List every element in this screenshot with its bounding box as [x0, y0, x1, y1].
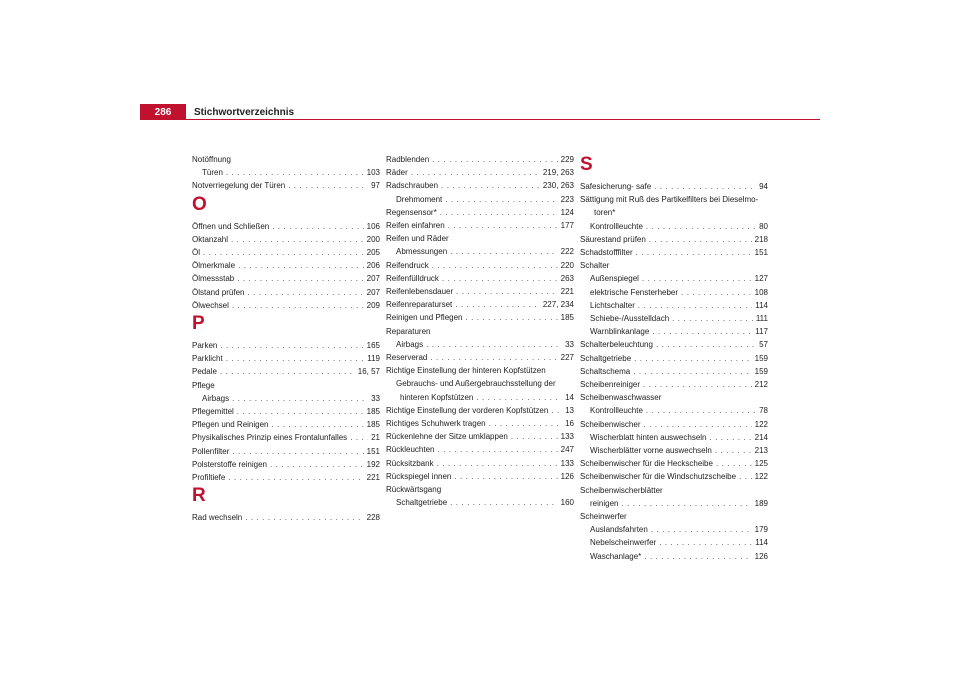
dot-leader: [659, 536, 752, 549]
index-entry-page: 16: [565, 419, 574, 429]
index-entry-term: Parklicht: [192, 354, 223, 364]
index-entry: [580, 272, 768, 285]
index-entry-page: 207: [366, 287, 380, 297]
dot-leader: [511, 430, 558, 443]
index-entry-page: 228: [366, 513, 380, 523]
index-heading: Notöffnung: [192, 155, 231, 164]
index-heading: Scheinwerfer: [580, 512, 627, 522]
dot-leader: [272, 220, 363, 233]
index-entry-page: 213: [754, 446, 768, 456]
dot-leader: [437, 443, 557, 456]
index-entry-term: Wischerblatt hinten auswechseln: [590, 432, 707, 442]
index-entry-page: 159: [754, 353, 768, 363]
index-entry: [386, 404, 574, 417]
dot-leader: [440, 206, 558, 219]
index-entry-page: 78: [759, 406, 768, 416]
index-column-3: [580, 153, 768, 563]
index-entry-term: Profiltiefe: [192, 473, 226, 483]
index-entry-page: 133: [560, 458, 574, 468]
index-entry-page: 126: [560, 471, 574, 481]
page-header: [140, 104, 294, 120]
index-heading: Reifen und Räder: [386, 234, 449, 244]
dot-leader: [430, 351, 557, 364]
dot-leader: [237, 405, 364, 418]
index-entry: [386, 298, 574, 311]
index-entry-term: Abmessungen: [396, 247, 448, 257]
index-entry: [580, 418, 768, 431]
index-entry-term: Scheibenwischer für die Heckscheibe: [580, 459, 713, 469]
index-entry-page: 223: [560, 194, 574, 204]
index-entry-term: Schiebe-/Ausstelldach: [590, 314, 670, 324]
dot-leader: [654, 180, 756, 193]
index-entry-term: reinigen: [590, 498, 619, 508]
index-entry-term: Nebelscheinwerfer: [590, 538, 657, 548]
index-entry-term: Oktanzahl: [192, 234, 229, 244]
index-entry-term: Reifenreparaturset: [386, 300, 453, 310]
index-entry-page: 221: [560, 287, 574, 297]
index-entry-page: 117: [755, 327, 768, 337]
index-entry-term: Schaltgetriebe: [580, 353, 632, 363]
index-entry: [386, 470, 574, 483]
dot-leader: [476, 391, 562, 404]
index-entry: [386, 391, 574, 404]
index-entry: [192, 392, 380, 405]
index-entry: [580, 338, 768, 351]
index-entry: [580, 325, 768, 338]
index-entry-page: 119: [367, 354, 380, 364]
index-entry: [192, 259, 380, 272]
index-entry: [580, 352, 768, 365]
index-entry: [580, 457, 768, 470]
index-entry-term: Lichtschalter: [590, 300, 635, 310]
section-letter: S: [580, 154, 593, 175]
index-heading: Sättigung mit Ruß des Partikelfilters bei Dieselmo-: [580, 195, 759, 205]
index-entry-page: 221: [366, 473, 380, 483]
index-entry-page: 229: [560, 155, 574, 164]
index-entry-page: 114: [755, 538, 768, 548]
index-entry: [386, 338, 574, 351]
dot-leader: [232, 299, 364, 312]
index-entry-page: 94: [759, 182, 768, 191]
index-entry: [580, 404, 768, 417]
index-entry-page: 33: [565, 339, 574, 349]
index-entry-term: Türen: [202, 168, 223, 178]
index-entry: [580, 246, 768, 259]
index-entry: [192, 365, 380, 378]
dot-leader: [621, 497, 751, 510]
dot-leader: [232, 392, 368, 405]
dot-leader: [226, 166, 364, 179]
index-entry-term: Parken: [192, 341, 218, 351]
index-entry-term: Rückspiegel innen: [386, 471, 452, 481]
index-entry-term: Öffnen und Schließen: [192, 221, 270, 231]
index-entry: [192, 511, 380, 524]
index-entry-page: 80: [759, 221, 768, 231]
index-entry: [580, 180, 768, 193]
dot-leader: [466, 311, 558, 324]
index-entry-page: 57: [759, 340, 768, 350]
index-entry-page: 97: [371, 181, 380, 191]
index-entry-term: Waschanlage*: [590, 551, 642, 561]
index-entry: [580, 378, 768, 391]
index-entry-page: 33: [371, 393, 380, 403]
dot-leader: [237, 272, 363, 285]
dot-leader: [651, 523, 752, 536]
index-entry-term: Regensensor*: [386, 207, 437, 217]
index-entry-page: 185: [366, 420, 380, 430]
index-entry-term: Pflegemittel: [192, 407, 234, 417]
dot-leader: [633, 365, 751, 378]
dot-leader: [272, 418, 364, 431]
index-entry-page: 16, 57: [357, 367, 380, 377]
index-entry-term: Scheibenreiniger: [580, 380, 641, 390]
index-entry: [580, 312, 768, 325]
index-column-1: [192, 153, 380, 524]
index-entry: [192, 458, 380, 471]
index-entry-page: 160: [560, 498, 574, 508]
index-entry: [192, 299, 380, 312]
index-entry-page: 124: [560, 207, 574, 217]
index-entry-page: 263: [560, 273, 574, 283]
index-entry-page: 114: [755, 300, 768, 310]
index-entry-term: Ölmessstab: [192, 274, 235, 284]
dot-leader: [203, 246, 364, 259]
index-entry-page: 192: [366, 459, 380, 469]
index-entry-term: Kontrollleuchte: [590, 406, 643, 416]
index-entry: [192, 179, 380, 192]
dot-leader: [649, 233, 752, 246]
index-entry: [580, 299, 768, 312]
index-entry: [386, 153, 574, 166]
index-entry-term: Radblenden: [386, 155, 430, 164]
index-entry-page: 247: [560, 445, 574, 455]
index-entry-term: Radschrauben: [386, 181, 439, 191]
index-entry: [386, 245, 574, 258]
index-entry-term: Schaltgetriebe: [396, 498, 448, 508]
index-entry-page: 108: [754, 287, 768, 297]
index-entry-term: Scheibenwischer für die Windschutzscheibe: [580, 472, 737, 482]
index-entry: [386, 179, 574, 192]
index-entry: [580, 286, 768, 299]
index-entry-page: 111: [755, 314, 768, 324]
index-entry-page: 103: [366, 168, 380, 178]
dot-leader: [245, 511, 363, 524]
dot-leader: [454, 470, 557, 483]
index-entry-term: Pollenfilter: [192, 446, 230, 456]
dot-leader: [634, 352, 751, 365]
index-entry: [386, 417, 574, 430]
index-heading: Reparaturen: [386, 326, 431, 336]
index-entry-term: Reserverad: [386, 353, 428, 363]
index-entry-page: 214: [754, 432, 768, 442]
dot-leader: [710, 431, 752, 444]
index-entry-term: Airbags: [202, 393, 230, 403]
index-heading: toren*: [594, 208, 616, 218]
index-entry: [386, 193, 574, 206]
section-letter: R: [192, 485, 206, 507]
index-entry-term: Räder: [386, 168, 408, 178]
index-entry: [580, 365, 768, 378]
dot-leader: [716, 457, 752, 470]
index-entry: [580, 431, 768, 444]
index-entry-term: Reifen einfahren: [386, 221, 445, 231]
index-entry-page: 177: [560, 221, 574, 231]
index-entry-page: 106: [366, 221, 380, 231]
dot-leader: [636, 246, 752, 259]
index-heading: Richtige Einstellung der hinteren Kopfstützen: [386, 366, 546, 376]
section-letter: O: [192, 193, 207, 215]
dot-leader: [288, 179, 368, 192]
dot-leader: [411, 166, 540, 179]
index-entry: [580, 523, 768, 536]
index-entry-page: 151: [754, 248, 768, 258]
index-entry: [580, 444, 768, 457]
index-heading: Scheibenwaschwasser: [580, 393, 662, 403]
dot-leader: [231, 233, 364, 246]
index-entry: [386, 311, 574, 324]
dot-leader: [442, 272, 558, 285]
index-entry: [386, 259, 574, 272]
dot-leader: [232, 445, 363, 458]
index-entry: [386, 430, 574, 443]
index-entry-term: Rücksitzbank: [386, 458, 434, 468]
index-entry-term: Notverriegelung der Türen: [192, 181, 286, 191]
index-entry: [386, 219, 574, 232]
index-entry-term: Ölstand prüfen: [192, 287, 245, 297]
index-entry: [192, 272, 380, 285]
index-entry-page: 219, 263: [542, 168, 574, 178]
dot-leader: [643, 418, 751, 431]
index-entry-page: 185: [366, 407, 380, 417]
index-entry: [386, 272, 574, 285]
index-entry: [192, 246, 380, 259]
index-entry-page: 220: [560, 260, 574, 270]
index-entry-page: 122: [754, 419, 768, 429]
index-entry: [580, 497, 768, 510]
index-entry-page: 207: [366, 274, 380, 284]
dot-leader: [672, 312, 753, 325]
dot-leader: [441, 179, 540, 192]
index-entry-page: 200: [366, 234, 380, 244]
index-heading: Gebrauchs- und Außergebrauchsstellung der: [396, 379, 556, 389]
index-entry: [386, 166, 574, 179]
index-entry-page: 165: [366, 341, 380, 351]
index-entry: [580, 550, 768, 563]
index-entry-term: Scheibenwischer: [580, 419, 641, 429]
header-rule: [140, 119, 820, 120]
index-entry-term: Außenspiegel: [590, 274, 639, 284]
dot-leader: [238, 259, 364, 272]
index-entry-page: 230, 263: [542, 181, 574, 191]
index-entry: [580, 233, 768, 246]
dot-leader: [450, 245, 557, 258]
index-entry-term: Drehmoment: [396, 194, 443, 204]
index-entry: [192, 405, 380, 418]
index-entry-term: Öl: [192, 248, 200, 258]
index-entry-term: Rückenlehne der Sitze umklappen: [386, 432, 508, 442]
dot-leader: [247, 286, 363, 299]
index-entry: [386, 443, 574, 456]
index-entry-page: 206: [366, 261, 380, 271]
dot-leader: [642, 272, 752, 285]
dot-leader: [448, 219, 558, 232]
index-entry: [192, 233, 380, 246]
index-entry: [192, 352, 380, 365]
index-entry-term: Schadstofffilter: [580, 248, 633, 258]
index-entry-term: hinteren Kopfstützen: [400, 392, 474, 402]
index-entry: [386, 285, 574, 298]
index-entry-page: 126: [754, 551, 768, 561]
index-entry: [192, 220, 380, 233]
index-entry-page: 222: [560, 247, 574, 257]
index-entry-term: Rückleuchten: [386, 445, 435, 455]
index-entry: [192, 431, 380, 444]
index-entry-term: Schalterbeleuchtung: [580, 340, 653, 350]
index-entry-page: 13: [565, 405, 574, 415]
index-entry-term: Reifenfülldruck: [386, 273, 439, 283]
index-heading: Pflege: [192, 380, 215, 390]
dot-leader: [638, 299, 752, 312]
index-entry-page: 189: [754, 498, 768, 508]
dot-leader: [644, 550, 751, 563]
dot-leader: [437, 457, 558, 470]
index-entry-term: Richtiges Schuhwerk tragen: [386, 419, 486, 429]
index-entry-term: Safesicherung- safe: [580, 182, 652, 191]
index-entry-page: 205: [366, 248, 380, 258]
dot-leader: [450, 496, 557, 509]
index-entry-term: Polsterstoffe reinigen: [192, 459, 268, 469]
index-entry-page: 227: [560, 353, 574, 363]
index-entry-page: 212: [754, 380, 768, 390]
dot-leader: [445, 193, 557, 206]
page-number: 286: [140, 104, 186, 120]
dot-leader: [715, 444, 752, 457]
index-heading: Rückwärtsgang: [386, 485, 442, 495]
index-entry-term: Pedale: [192, 367, 217, 377]
index-entry-page: 209: [366, 300, 380, 310]
index-entry: [192, 339, 380, 352]
dot-leader: [551, 404, 562, 417]
index-entry-term: Schaltschema: [580, 366, 631, 376]
dot-leader: [426, 338, 562, 351]
index-entry-page: 21: [371, 433, 380, 443]
index-entry-term: Ölmerkmale: [192, 261, 236, 271]
index-entry: [192, 418, 380, 431]
section-letter: P: [192, 313, 205, 335]
index-entry-page: 179: [754, 525, 768, 535]
index-entry-term: Auslandsfahrten: [590, 525, 648, 535]
index-entry-term: Ölwechsel: [192, 300, 229, 310]
index-entry-page: 185: [560, 313, 574, 323]
dot-leader: [652, 325, 752, 338]
dot-leader: [350, 431, 368, 444]
dot-leader: [646, 404, 756, 417]
index-entry-term: Pflegen und Reinigen: [192, 420, 269, 430]
index-entry-term: Airbags: [396, 339, 424, 349]
index-entry: [386, 351, 574, 364]
index-entry-page: 133: [560, 432, 574, 442]
index-entry: [386, 496, 574, 509]
index-entry-term: Reinigen und Pflegen: [386, 313, 463, 323]
index-entry-page: 218: [754, 234, 768, 244]
dot-leader: [270, 458, 364, 471]
index-entry-page: 122: [754, 472, 768, 482]
index-entry-page: 125: [754, 459, 768, 469]
index-entry: [192, 445, 380, 458]
index-entry-term: Physikalisches Prinzip eines Frontalunfalles: [192, 433, 348, 443]
dot-leader: [455, 298, 540, 311]
dot-leader: [646, 220, 756, 233]
index-entry-term: Kontrollleuchte: [590, 221, 643, 231]
dot-leader: [432, 259, 558, 272]
index-heading: Scheibenwischerblätter: [580, 485, 663, 495]
index-entry-page: 227, 234: [542, 300, 574, 310]
dot-leader: [228, 471, 363, 484]
index-entry: [192, 286, 380, 299]
index-column-2: [386, 153, 574, 509]
index-entry: [580, 220, 768, 233]
index-entry-term: Reifendruck: [386, 260, 429, 270]
index-entry: [386, 457, 574, 470]
dot-leader: [220, 339, 363, 352]
index-entry-term: Richtige Einstellung der vorderen Kopfstützen: [386, 405, 549, 415]
index-entry-term: Warnblinkanlage: [590, 327, 650, 337]
index-entry-term: Reifenlebensdauer: [386, 287, 454, 297]
dot-leader: [220, 365, 355, 378]
index-entry: [580, 470, 768, 483]
index-entry-term: Rad wechseln: [192, 513, 243, 523]
index-entry-page: 14: [565, 392, 574, 402]
index-entry: [386, 206, 574, 219]
index-entry-page: 127: [754, 274, 768, 284]
index-entry-page: 151: [366, 446, 380, 456]
dot-leader: [226, 352, 365, 365]
dot-leader: [739, 470, 752, 483]
index-heading: Schalter: [580, 261, 610, 271]
index-entry-page: 159: [754, 366, 768, 376]
index-entry-term: Wischerblätter vorne auswechseln: [590, 446, 712, 456]
dot-leader: [643, 378, 752, 391]
dot-leader: [432, 153, 557, 166]
dot-leader: [456, 285, 557, 298]
dot-leader: [681, 286, 752, 299]
index-entry: [192, 471, 380, 484]
index-entry-term: Säurestand prüfen: [580, 234, 646, 244]
index-entry: [580, 536, 768, 549]
dot-leader: [489, 417, 562, 430]
index-entry-term: elektrische Fensterheber: [590, 287, 679, 297]
dot-leader: [656, 338, 756, 351]
index-entry: [192, 166, 380, 179]
page-title: Stichwortverzeichnis: [194, 106, 295, 118]
